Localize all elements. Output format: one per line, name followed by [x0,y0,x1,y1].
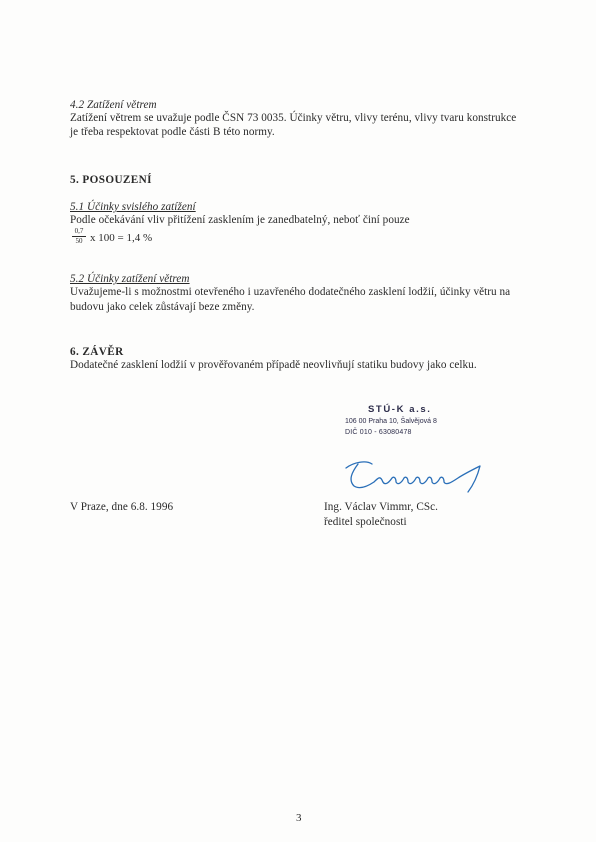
company-stamp-dic: DIČ 010 - 63080478 [345,429,412,436]
formula-result: x 100 = 1,4 % [90,232,153,244]
page-number: 3 [296,812,302,824]
place-date: V Praze, dne 6.8. 1996 [70,501,174,513]
subheading-4-2: 4.2 Zatížení větrem [70,99,157,111]
subheading-5-2: 5.2 Účinky zatížení větrem [70,273,190,285]
paragraph-4-2-line-2: je třeba respektovat podle části B této normy. [70,126,275,138]
subheading-5-1: 5.1 Účinky svislého zatížení [70,201,196,213]
company-stamp-title: STÚ-K a.s. [368,404,432,415]
paragraph-5-2-line-2: budovu jako celek zůstávají beze změny. [70,301,255,313]
formula-numerator: 0,7 [72,228,86,237]
signatory-title: ředitel společnosti [324,516,407,528]
heading-5-posouzeni: 5. POSOUZENÍ [70,174,152,186]
paragraph-4-2-line-1: Zatížení větrem se uvažuje podle ČSN 73 0035. Účinky větru, vlivy terénu, vlivy tvaru konstrukce [70,112,517,124]
handwritten-signature [340,456,490,496]
signatory-name: Ing. Václav Vimmr, CSc. [324,501,438,513]
paragraph-5-1-line-1: Podle očekávání vliv přitížení zasklením je zanedbatelný, neboť činí pouze [70,214,410,226]
paragraph-5-2-line-1: Uvažujeme-li s možnostmi otevřeného i uzavřeného dodatečného zasklení lodžií, účinky větru na [70,286,511,298]
formula-fraction [72,228,86,245]
heading-6-zaver: 6. ZÁVĚR [70,346,124,358]
formula-denominator: 50 [75,237,83,245]
paragraph-6-line-1: Dodatečné zasklení lodžií v prověřovaném případě neovlivňují statiku budovy jako celku. [70,359,477,371]
company-stamp-address: 106 00 Praha 10, Šalvějová 8 [345,418,437,425]
